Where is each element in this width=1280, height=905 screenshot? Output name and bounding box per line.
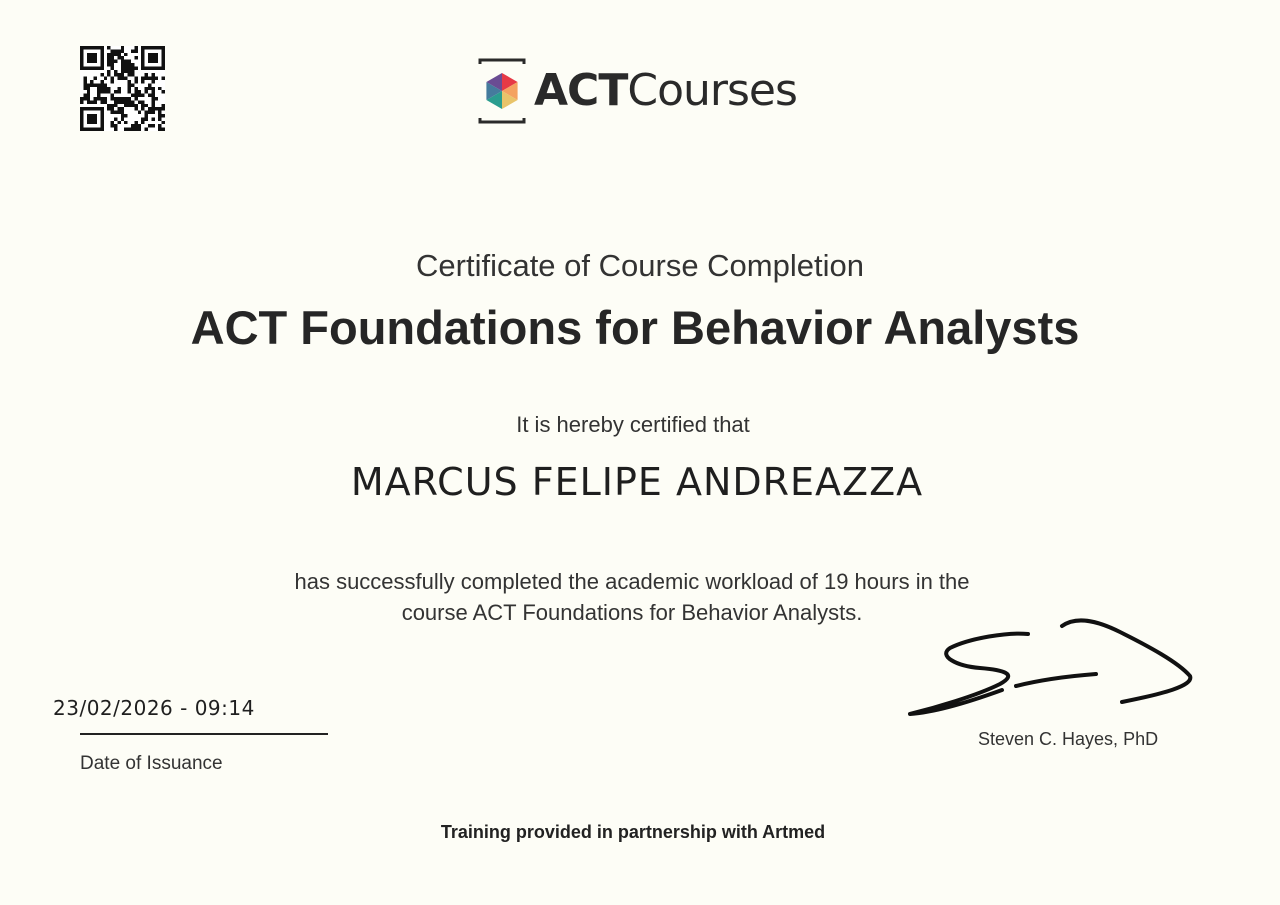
completion-line-2: course ACT Foundations for Behavior Analysts. [401, 600, 863, 625]
partnership-footer: Training provided in partnership with Artmed [440, 822, 826, 842]
logo-brand-bold: ACT [534, 65, 628, 116]
completion-line-1: has successfully completed the academic workload of 19 hours in the [294, 569, 970, 594]
certificate-kind: Certificate of Course Completion [416, 248, 864, 283]
issuance-date-label: Date of Issuance [80, 753, 223, 774]
qr-code-icon[interactable] [80, 46, 165, 131]
certify-statement: It is hereby certified that [516, 412, 750, 437]
logo-wordmark [534, 65, 797, 116]
date-signature-line [80, 733, 328, 735]
signatory-name: Steven C. Hayes, PhD [978, 729, 1159, 749]
issuance-date: 23/02/2026 - 09:14 [53, 696, 255, 720]
recipient-name: MARCUS FELIPE ANDREAZZA [350, 460, 924, 504]
act-courses-logo [476, 58, 797, 124]
logo-brand-regular: Courses [627, 65, 797, 116]
signature-image [900, 612, 1205, 728]
course-title: ACT Foundations for Behavior Analysts [190, 301, 1080, 354]
logo-mark-icon [476, 58, 528, 124]
